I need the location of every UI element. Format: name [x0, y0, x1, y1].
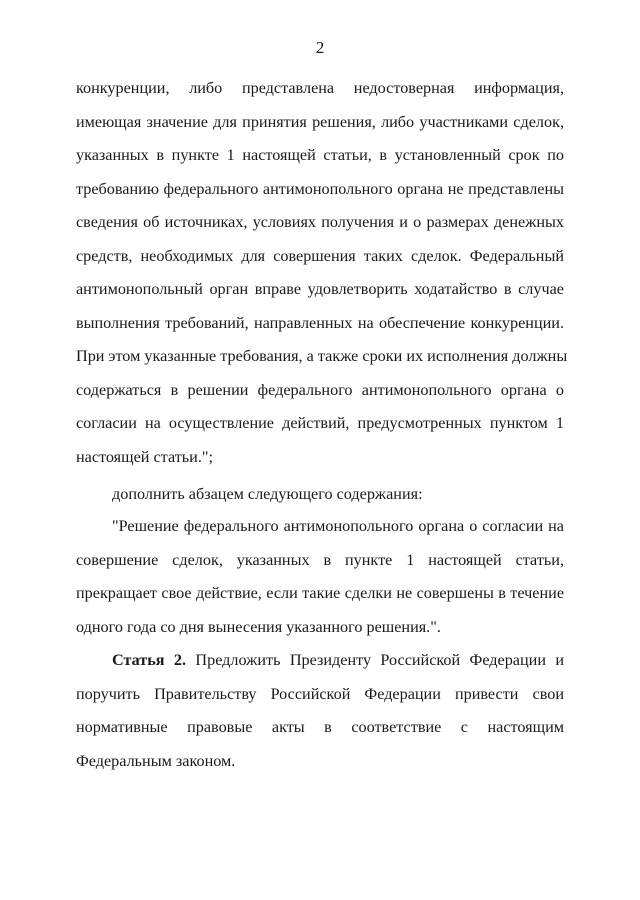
- text-line: одного года со дня вынесения указанного решения.".: [76, 617, 441, 636]
- text-line: выполнения требований, направленных на обеспечение конкуренции.: [76, 313, 564, 332]
- text-line: совершение сделок, указанных в пункте 1 настоящей статьи,: [76, 550, 564, 569]
- page-number: 2: [315, 38, 325, 57]
- text-line: указанных в пункте 1 настоящей статьи, в установленный срок по: [76, 146, 564, 164]
- text-line: поручить Правительству Российской Федерации привести свои: [76, 684, 564, 703]
- text-line: имеющая значение для принятия решения, либо участниками сделок,: [76, 112, 564, 131]
- text-line: сведения об источниках, условиях получения и о размерах денежных: [76, 213, 564, 231]
- text-line: средств, необходимых для совершения таких сделок. Федеральный: [76, 246, 564, 265]
- text-line: Федеральным законом.: [76, 751, 236, 770]
- paragraph-continuation: [76, 72, 568, 474]
- article-text: Предложить Президенту Российской Федерации и: [186, 651, 564, 669]
- text-line: требованию федерального антимонопольного органа не представлены: [76, 179, 564, 198]
- text-line: [76, 644, 564, 678]
- text-line: конкуренции, либо представлена недостоверная информация,: [76, 79, 564, 97]
- paragraph-amendment-intro: [76, 478, 564, 512]
- article-label: Статья 2.: [112, 651, 187, 669]
- text-line: настоящей статьи.";: [76, 447, 213, 466]
- text-line: дополнить абзацем следующего содержания:: [112, 485, 423, 503]
- paragraph-new-clause: [76, 510, 564, 644]
- text-line: согласии на осуществление действий, предусмотренных пунктом 1: [76, 414, 564, 432]
- text-line: нормативные правовые акты в соответствие с настоящим: [76, 718, 564, 736]
- text-line: содержаться в решении федерального антимонопольного органа о: [76, 380, 564, 399]
- text-line: прекращает свое действие, если такие сделки не совершены в течение: [76, 584, 564, 602]
- text-line: При этом указанные требования, а также сроки их исполнения должны: [76, 347, 568, 365]
- text-line: антимонопольный орган вправе удовлетворить ходатайство в случае: [76, 280, 564, 298]
- text-line: "Решение федерального антимонопольного органа о согласии на: [112, 517, 564, 535]
- article-2: [76, 644, 564, 778]
